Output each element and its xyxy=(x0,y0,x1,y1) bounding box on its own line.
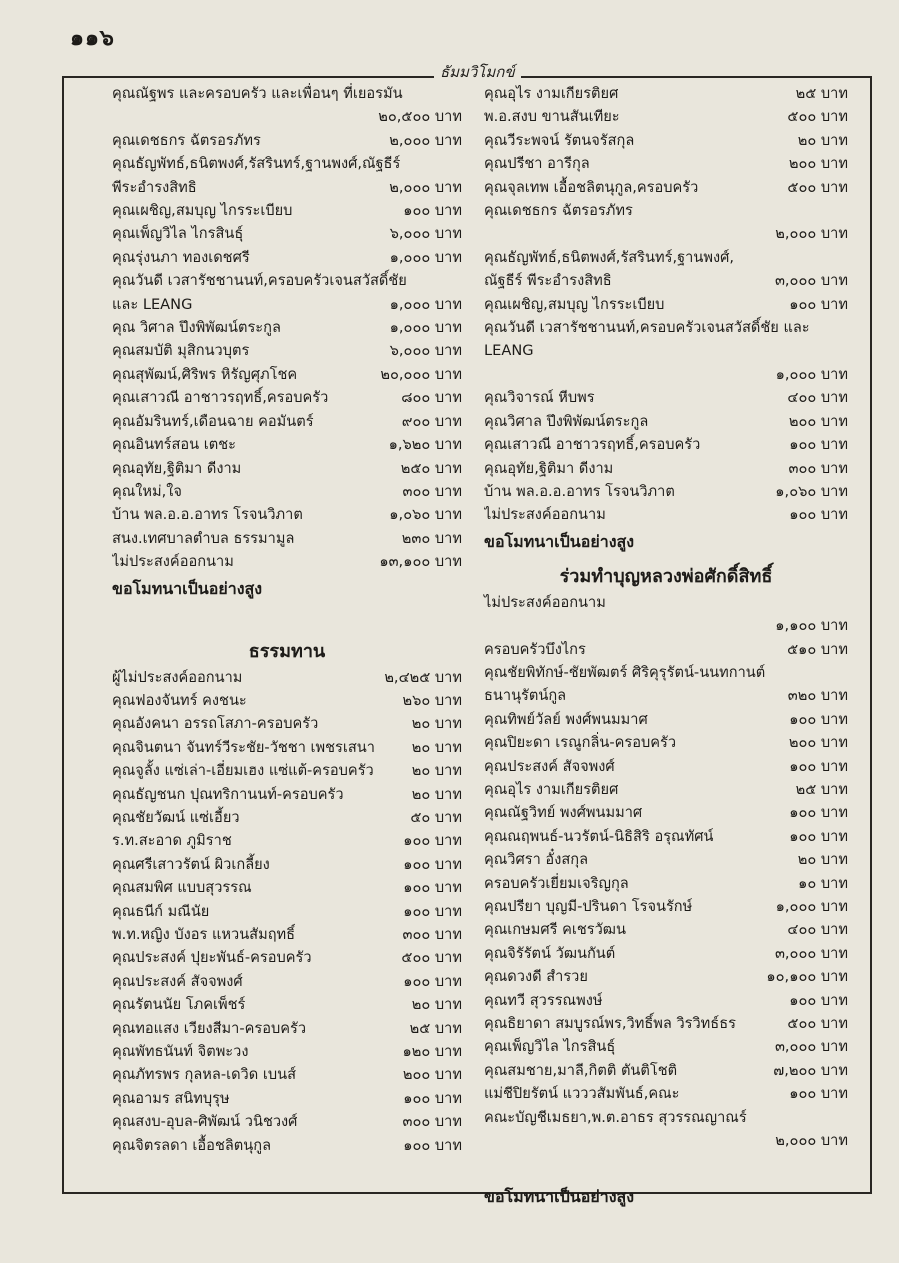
donor-name: คุณอามร สนิทบุรุษ xyxy=(112,1089,230,1107)
donation-amount: ๓,๐๐๐ บาท xyxy=(774,272,848,290)
donation-amount: ๕๐๐ บาท xyxy=(787,1015,848,1033)
donation-amount: ๑๐๐ บาท xyxy=(403,1136,462,1154)
donor-name: ไม่ประสงค์ออกนาม xyxy=(112,553,234,571)
donor-entry xyxy=(484,1035,848,1058)
donation-amount: ๑๐๐ บาท xyxy=(403,832,462,850)
donor-name: คุณทิพย์วัลย์ พงศ์พนมมาศ xyxy=(484,710,648,728)
donor-entry xyxy=(112,246,462,269)
donor-name: ครอบครัวบึงไกร xyxy=(484,640,586,658)
donor-name: คุณเสาวณี อาชาวรฤทธิ์,ครอบครัว xyxy=(484,436,701,454)
donation-amount: ๒๕ บาท xyxy=(795,780,848,798)
donor-entry xyxy=(484,410,848,433)
donor-name: คุณฟองจันทร์ คงชนะ xyxy=(112,691,247,709)
donor-name: คุณชัยพิทักษ์-ชัยพัฒตร์ ศิริคุรุรัตน์-นนทกานต์ xyxy=(484,663,766,681)
donation-amount: ๕๐๐ บาท xyxy=(401,949,462,967)
spacer xyxy=(484,555,848,563)
donor-name: คุณสงบ-อุบล-ศิพัฒน์ วนิชวงศ์ xyxy=(112,1113,298,1131)
donor-name: คุณธัญพัทธ์,ธนิตพงศ์,รัสรินทร์,ฐานพงศ์,ณัฐธีร์ xyxy=(112,155,401,173)
donor-name: คุณวิศรา อั๋งสกุล xyxy=(484,851,589,869)
donor-name: คุณอุไร งามเกียรติยศ xyxy=(484,85,619,102)
donor-name: คุณธัญพัทธ์,ธนิตพงศ์,รัสรินทร์,ฐานพงศ์, xyxy=(484,248,734,266)
donor-entry xyxy=(112,293,462,316)
right-column xyxy=(484,82,848,1210)
donor-name: LEANG xyxy=(484,342,534,360)
donor-name: คุณเผชิญ,สมบุญ ไกรระเบียบ xyxy=(484,295,665,313)
donation-amount: ๑,๐๐๐ บาท xyxy=(775,365,848,383)
donor-name: บ้าน พล.อ.อ.อาทร โรจนวิภาต xyxy=(112,506,303,524)
donation-amount: ๘๐๐ บาท xyxy=(401,389,462,407)
donation-amount: ๒๕ บาท xyxy=(795,85,848,102)
donor-name: แม่ชีปิยรัตน์ แวววสัมพันธ์,คณะ xyxy=(484,1085,680,1103)
donor-name: และ LEANG xyxy=(112,295,193,313)
donor-name: คุณวันดี เวสารัชชานนท์,ครอบครัวเจนสวัสดิ์ชัย และ xyxy=(484,319,810,337)
donor-entry xyxy=(484,755,848,778)
donor-name: คุณเสาวณี อาชาวรฤทธิ์,ครอบครัว xyxy=(112,389,329,407)
donor-name: คุณเกษมศรี คเชรวัฒน xyxy=(484,921,626,939)
donor-entry xyxy=(484,942,848,965)
donation-amount: ๒,๐๐๐ บาท xyxy=(389,131,462,149)
donation-amount: ๑๐๐ บาท xyxy=(789,436,848,454)
donation-amount: ๒๐๐ บาท xyxy=(402,1066,462,1084)
donor-name: คุณจุลเทพ เอื้อชลิตนุกูล,ครอบครัว xyxy=(484,178,699,196)
donor-entry xyxy=(112,689,462,712)
donation-amount: ๓๒๐ บาท xyxy=(787,687,848,705)
donation-amount: ๙๐๐ บาท xyxy=(401,412,462,430)
donor-name: คุณวิจารณ์ หีบพร xyxy=(484,389,595,407)
donor-entry xyxy=(112,410,462,433)
donation-amount: ๒๕๐ บาท xyxy=(400,459,462,477)
donor-name: คุณปรียา บุญมี-ปรินดา โรจนรักษ์ xyxy=(484,898,693,915)
donor-name: คุณ วิศาล ปึงพิพัฒน์ตระกูล xyxy=(112,319,281,337)
donor-name: คุณธนีก์ มณีนัย xyxy=(112,902,210,920)
donation-amount: ๑๐๐ บาท xyxy=(789,710,848,728)
donation-amount: ๔๐๐ บาท xyxy=(787,389,848,407)
donor-entry xyxy=(112,853,462,876)
donor-name: คุณรัตนนัย โภคเพ็ชร์ xyxy=(112,996,246,1014)
donor-entry xyxy=(484,386,848,409)
donor-entry xyxy=(112,666,462,689)
donation-amount: ๒๖๐ บาท xyxy=(402,691,462,709)
spacer xyxy=(112,602,462,638)
left-thanks-heading: ขอโมทนาเป็นอย่างสูง xyxy=(112,578,263,598)
donation-amount: ๑,๖๒๐ บาท xyxy=(388,436,462,454)
donor-name: คุณอินทร์สอน เตชะ xyxy=(112,436,236,454)
donor-name: คุณวีระพจน์ รัตนจรัสกุล xyxy=(484,131,635,149)
donation-amount: ๒๐ บาท xyxy=(411,785,462,803)
donor-name: พีระอำรงสิทธิ xyxy=(112,178,197,196)
header-title: ธัมมวิโมกข์ xyxy=(434,60,521,84)
donor-entry xyxy=(484,731,848,754)
donor-name: คุณสมพิศ แบบสุวรรณ xyxy=(112,879,252,897)
donor-name: คุณเดชธกร ฉัตรอรภัทร xyxy=(112,131,261,149)
donation-amount: ๓๐๐ บาท xyxy=(402,482,462,500)
donation-amount: ๒๐ บาท xyxy=(411,738,462,756)
donor-entry xyxy=(484,1059,848,1082)
donor-entry xyxy=(484,480,848,503)
donor-entry xyxy=(484,918,848,941)
donation-amount: ๑๐๐ บาท xyxy=(789,804,848,822)
donor-entry xyxy=(112,900,462,923)
right-section-title: ร่วมทำบุญหลวงพ่อศักดิ์สิทธิ์ xyxy=(559,565,773,587)
donor-entry xyxy=(484,684,848,707)
donation-amount: ๒,๐๐๐ บาท xyxy=(389,178,462,196)
donor-name: คุณประสงค์ สัจจพงศ์ xyxy=(484,757,615,775)
donor-entry xyxy=(112,759,462,782)
donor-name: ไม่ประสงค์ออกนาม xyxy=(484,593,606,611)
donation-amount: ๑๐๐ บาท xyxy=(403,1089,462,1107)
donor-name: คุณณัฐพร และครอบครัว และเพื่อนๆ ที่เยอรมัน xyxy=(112,85,403,102)
donor-name: คุณปรีชา อารีกุล xyxy=(484,155,590,173)
donor-entry xyxy=(484,433,848,456)
donor-name: คุณวิศาล ปึงพิพัฒน์ตระกูล xyxy=(484,412,649,430)
page-number: ๑๑๖ xyxy=(70,26,115,51)
donor-name: คุณณฤพนธ์-นวรัตน์-นิธิสิริ อรุณทัศน์ xyxy=(484,827,714,845)
donor-entry xyxy=(484,293,848,316)
donor-entry xyxy=(112,1017,462,1040)
left-column xyxy=(112,82,462,1157)
donation-amount: ๑๐๐ บาท xyxy=(789,827,848,845)
donor-name: คุณอังคนา อรรถโสภา-ครอบครัว xyxy=(112,715,319,733)
donor-name: สนง.เทศบาลตำบล ธรรมามูล xyxy=(112,529,295,547)
donation-amount: ๑๐๐ บาท xyxy=(403,879,462,897)
donor-name: คุณประสงค์ สัจจพงศ์ xyxy=(112,972,243,990)
donor-name: คุณดวงดี สำรวย xyxy=(484,968,588,986)
donor-name: พ.อ.สงบ ขานสันเทียะ xyxy=(484,108,620,126)
donor-entry xyxy=(484,129,848,152)
right-donor-list-2 xyxy=(484,591,848,1153)
donor-entry xyxy=(112,386,462,409)
donor-name: ร.ท.สะอาด ภูมิราช xyxy=(112,832,232,850)
donor-entry xyxy=(112,503,462,526)
donor-name: ไม่ประสงค์ออกนาม xyxy=(484,506,606,524)
donor-name: คุณสมบัติ มุสิกนวบุตร xyxy=(112,342,250,360)
donor-entry xyxy=(484,848,848,871)
left-donor-list-1 xyxy=(112,82,462,574)
donation-amount: ๒๐๐ บาท xyxy=(788,734,848,752)
donor-entry xyxy=(484,638,848,661)
donor-entry xyxy=(484,269,848,292)
donor-name: คุณจินตนา จันทร์วีระชัย-วัชชา เพชรเสนา xyxy=(112,738,375,756)
donation-amount: ๖,๐๐๐ บาท xyxy=(389,225,462,243)
donation-amount: ๒๐๐ บาท xyxy=(788,412,848,430)
donor-name: คุณเผชิญ,สมบุญ ไกรระเบียบ xyxy=(112,202,293,220)
donation-amount: ๑๐๐ บาท xyxy=(789,1085,848,1103)
donor-name: คุณอัมรินทร์,เดือนฉาย คอมันตร์ xyxy=(112,412,314,430)
donor-name: คุณศรีเสาวรัตน์ ผิวเกลี้ยง xyxy=(112,855,270,873)
donor-entry xyxy=(112,550,462,573)
donor-entry xyxy=(112,176,462,199)
donation-amount: ๒๐,๐๐๐ บาท xyxy=(380,365,462,383)
donation-amount: ๑,๐๖๐ บาท xyxy=(389,506,462,524)
donor-entry xyxy=(484,105,848,128)
donor-entry xyxy=(484,152,848,175)
donor-entry xyxy=(484,895,848,918)
donor-name: คุณอุทัย,ฐิติมา ดีงาม xyxy=(484,459,614,477)
donor-entry xyxy=(112,339,462,362)
donor-name: คุณจิตรลดา เอื้อชลิตนุกูล xyxy=(112,1136,272,1154)
donor-name: คุณอุไร งามเกียรติยศ xyxy=(484,780,619,798)
donor-entry xyxy=(112,1063,462,1086)
donor-name: ครอบครัวเยี่ยมเจริญกุล xyxy=(484,874,629,892)
donor-name: คุณณัฐวิทย์ พงศ์พนมมาศ xyxy=(484,804,643,822)
donation-amount: ๓๐๐ บาท xyxy=(402,1113,462,1131)
donor-name: พ.ท.หญิง บังอร แหวนสัมฤทธิ์ xyxy=(112,926,296,943)
donation-amount: ๑๐๐ บาท xyxy=(403,972,462,990)
donation-amount: ๕๐๐ บาท xyxy=(787,178,848,196)
donor-entry xyxy=(112,993,462,1016)
donor-name: คุณจิรัรัตน์ วัฒนกันต์ xyxy=(484,944,616,962)
donation-amount: ๒๐๐ บาท xyxy=(788,155,848,173)
donation-amount: ๑,๐๐๐ บาท xyxy=(775,898,848,915)
donor-entry xyxy=(112,712,462,735)
donation-amount: ๑๐๐ บาท xyxy=(789,506,848,524)
donor-entry xyxy=(484,503,848,526)
donation-amount: ๑๐๐ บาท xyxy=(403,202,462,220)
donor-entry xyxy=(112,433,462,456)
donor-name: คุณรุ่งนภา ทองเดชศรี xyxy=(112,248,250,266)
donor-entry xyxy=(484,801,848,824)
donor-name: คุณจูลั้ง แซ่เล่า-เอี่ยมเฮง แซ่แต้-ครอบครัว xyxy=(112,762,374,780)
donation-amount: ๑,๐๖๐ บาท xyxy=(775,482,848,500)
right-thanks-heading-1: ขอโมทนาเป็นอย่างสูง xyxy=(484,531,635,551)
donor-entry xyxy=(112,970,462,993)
donor-entry xyxy=(484,1012,848,1035)
donation-amount: ๑๐,๑๐๐ บาท xyxy=(766,968,848,986)
left-donor-list-2 xyxy=(112,666,462,1158)
spacer xyxy=(484,1152,848,1182)
donor-entry xyxy=(484,825,848,848)
donation-amount: ๑๐๐ บาท xyxy=(789,295,848,313)
donation-amount: ๒,๐๐๐ บาท xyxy=(775,225,848,243)
donation-amount: ๓๐๐ บาท xyxy=(788,459,848,477)
donor-name: คุณชัยวัฒน์ แซ่เอี้ยว xyxy=(112,808,240,826)
donation-amount: ๖,๐๐๐ บาท xyxy=(389,342,462,360)
donor-name: คุณธัญชนก ปุณทริกานนท์-ครอบครัว xyxy=(112,785,344,803)
donor-entry xyxy=(484,778,848,801)
donor-name: คุณทอแสง เวียงสีมา-ครอบครัว xyxy=(112,1019,307,1037)
donor-name: คุณพัทธนันท์ จิตพะวง xyxy=(112,1043,249,1061)
donation-amount: ๒๐ บาท xyxy=(797,131,848,149)
donor-name: ผู้ไม่ประสงค์ออกนาม xyxy=(112,668,243,686)
donor-entry xyxy=(484,1082,848,1105)
donor-entry xyxy=(112,129,462,152)
donor-entry xyxy=(484,708,848,731)
donation-amount: ๒๕ บาท xyxy=(409,1019,462,1037)
donor-entry xyxy=(112,199,462,222)
donor-entry xyxy=(484,989,848,1012)
donor-entry xyxy=(484,82,848,105)
donation-amount: ๑๐๐ บาท xyxy=(403,902,462,920)
donation-amount: ๔๐๐ บาท xyxy=(787,921,848,939)
donation-amount: ๒๐ บาท xyxy=(411,762,462,780)
donation-amount: ๒๐ บาท xyxy=(411,996,462,1014)
donor-entry xyxy=(484,457,848,480)
donor-entry xyxy=(112,527,462,550)
donor-name: ณัฐธีร์ พีระอำรงสิทธิ xyxy=(484,272,612,290)
donor-name: คุณเพ็ญวิไล ไกรสินธุ์ xyxy=(112,225,244,243)
right-thanks-heading-2: ขอโมทนาเป็นอย่างสูง xyxy=(484,1187,635,1207)
donor-entry xyxy=(112,829,462,852)
donor-name: คุณอุทัย,ฐิติมา ดีงาม xyxy=(112,459,242,477)
donor-entry xyxy=(484,176,848,199)
donor-entry xyxy=(112,480,462,503)
donation-amount: ๗,๒๐๐ บาท xyxy=(773,1061,848,1079)
donor-name: คุณสุพัฒน์,ศิริพร หิรัญศุภโชค xyxy=(112,365,298,383)
donation-amount: ๓,๐๐๐ บาท xyxy=(774,1038,848,1056)
donation-amount: ๒,๐๐๐ บาท xyxy=(775,1132,848,1150)
donor-entry xyxy=(112,923,462,946)
donation-amount: ๑๐๐ บาท xyxy=(789,991,848,1009)
donor-entry xyxy=(112,222,462,245)
donation-amount: ๑๓,๑๐๐ บาท xyxy=(379,553,462,571)
donation-amount: ๑๒๐ บาท xyxy=(402,1043,462,1061)
donor-name: คุณปิยะดา เรณูกลิ่น-ครอบครัว xyxy=(484,734,677,752)
donor-name: คุณธิยาดา สมบูรณ์พร,วิทธิ์พล วิรวิทธ์ธร xyxy=(484,1015,736,1033)
donation-amount: ๑,๑๐๐ บาท xyxy=(775,617,848,635)
donor-name: คุณประสงค์ ปุยะพันธ์-ครอบครัว xyxy=(112,949,312,967)
donor-entry xyxy=(484,872,848,895)
donor-name: บ้าน พล.อ.อ.อาทร โรจนวิภาต xyxy=(484,482,675,500)
donor-entry xyxy=(112,783,462,806)
donor-entry xyxy=(112,946,462,969)
donor-entry xyxy=(112,736,462,759)
donation-amount: ๒๐,๕๐๐ บาท xyxy=(378,108,462,126)
donor-name: คุณใหม่,ใจ xyxy=(112,482,182,500)
donor-name: คุณสมชาย,มาลี,กิตติ ตันติโชติ xyxy=(484,1061,678,1079)
right-donor-list-1 xyxy=(484,82,848,527)
donor-entry xyxy=(112,363,462,386)
donor-name: ธนานุรัตน์กูล xyxy=(484,687,567,705)
donation-amount: ๕๐ บาท xyxy=(410,808,462,826)
donor-entry xyxy=(484,965,848,988)
donor-entry xyxy=(112,457,462,480)
donor-entry xyxy=(112,876,462,899)
donor-entry xyxy=(112,1040,462,1063)
donation-amount: ๓,๐๐๐ บาท xyxy=(774,944,848,962)
left-section-title: ธรรมทาน xyxy=(248,640,326,662)
donation-amount: ๑๐๐ บาท xyxy=(403,855,462,873)
donor-entry xyxy=(112,316,462,339)
donation-amount: ๕๑๐ บาท xyxy=(787,640,848,658)
donation-amount: ๑,๐๐๐ บาท xyxy=(389,295,462,313)
donor-name: คุณวันดี เวสารัชชานนท์,ครอบครัวเจนสวัสดิ์ชัย xyxy=(112,272,407,290)
donor-name: คุณภัทรพร กุลหล-เดวิด เบนส์ xyxy=(112,1066,296,1084)
donation-amount: ๑๐ บาท xyxy=(798,874,848,892)
donation-amount: ๑,๐๐๐ บาท xyxy=(389,248,462,266)
donation-amount: ๕๐๐ บาท xyxy=(787,108,848,126)
donor-entry xyxy=(112,1134,462,1157)
donor-name: คุณเพ็ญวิไล ไกรสินธุ์ xyxy=(484,1038,616,1056)
donation-amount: ๒,๔๒๕ บาท xyxy=(384,668,462,686)
donation-amount: ๑,๐๐๐ บาท xyxy=(389,319,462,337)
donation-amount: ๒๐ บาท xyxy=(797,851,848,869)
donation-amount: ๒๐ บาท xyxy=(411,715,462,733)
donation-amount: ๑๐๐ บาท xyxy=(789,757,848,775)
donor-name: คณะบัญชีเมธยา,พ.ต.อาธร สุวรรณญาณร์ xyxy=(484,1108,747,1126)
donor-entry xyxy=(112,806,462,829)
donation-amount: ๒๓๐ บาท xyxy=(401,529,462,547)
donor-name: คุณทวี สุวรรณพงษ์ xyxy=(484,991,603,1009)
donor-entry xyxy=(112,1087,462,1110)
donation-amount: ๓๐๐ บาท xyxy=(402,926,462,943)
donor-name: คุณเดชธกร ฉัตรอรภัทร xyxy=(484,202,633,220)
donor-entry xyxy=(112,1110,462,1133)
